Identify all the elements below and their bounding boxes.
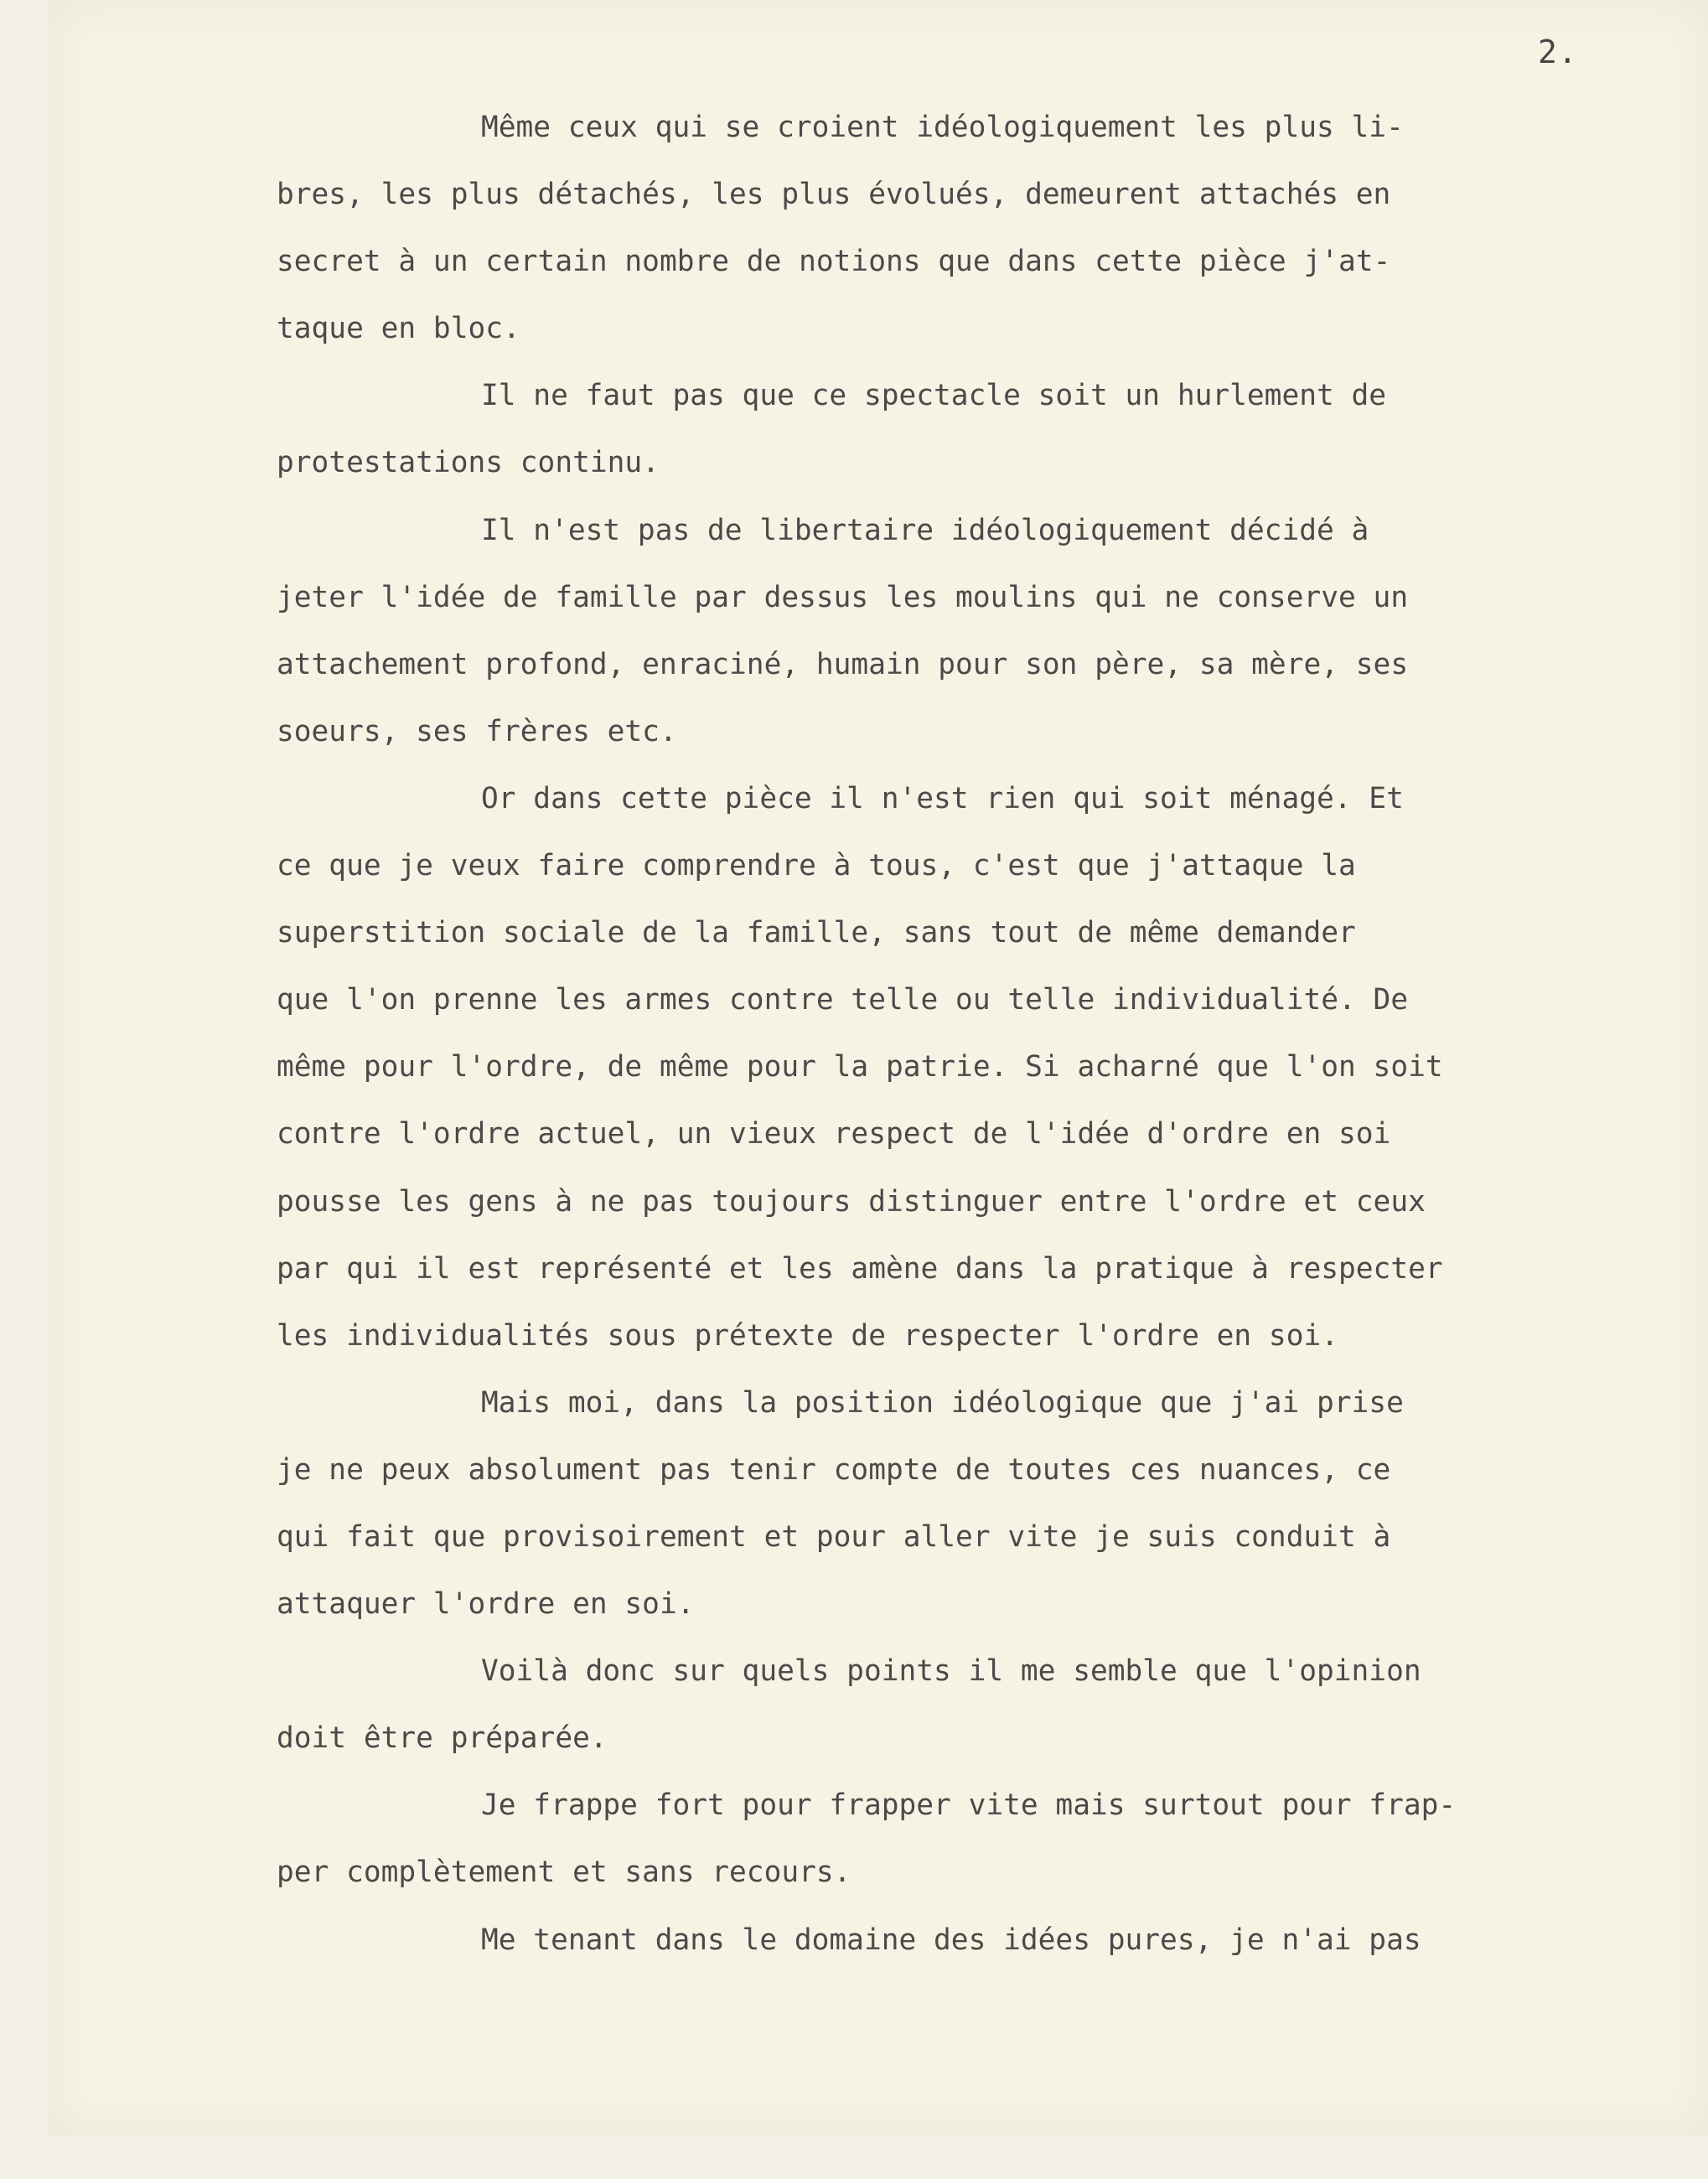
text-line: doit être préparée. — [277, 1721, 608, 1756]
text-line: taque en bloc. — [277, 312, 520, 346]
text-line: Même ceux qui se croient idéologiquement les plus li- — [481, 111, 1404, 144]
text-line: Je frappe fort pour frapper vite mais surtout pour frap- — [481, 1788, 1457, 1823]
text-line: Mais moi, dans la position idéologique que j'ai prise — [481, 1385, 1404, 1420]
text-line: secret à un certain nombre de notions que dans cette pièce j'at- — [277, 245, 1391, 279]
text-line: contre l'ordre actuel, un vieux respect de l'idée d'ordre en soi — [277, 1117, 1391, 1152]
text-line: ce que je veux faire comprendre à tous, c'est que j'attaque la — [277, 849, 1356, 883]
text-line: Or dans cette pièce il n'est rien qui soit ménagé. Et — [481, 781, 1404, 815]
text-line: que l'on prenne les armes contre telle ou telle individualité. De — [277, 983, 1409, 1017]
text-line: protestations continu. — [277, 446, 660, 480]
text-line: attachement profond, enraciné, humain pour son père, sa mère, ses — [277, 647, 1409, 681]
text-line: qui fait que provisoirement et pour aller vite je suis conduit à — [277, 1519, 1391, 1554]
typed-body-text — [277, 94, 1659, 1974]
text-line: jeter l'idée de famille par dessus les moulins qui ne conserve un — [277, 580, 1409, 614]
text-line: soeurs, ses frères etc. — [277, 714, 677, 748]
text-line: même pour l'ordre, de même pour la patrie. Si acharné que l'on soit — [277, 1050, 1443, 1084]
text-line: Il n'est pas de libertaire idéologiquement décidé à — [481, 513, 1369, 547]
text-line: par qui il est représenté et les amène dans la pratique à respecter — [277, 1251, 1443, 1286]
text-line: bres, les plus détachés, les plus évolués, demeurent attachés en — [277, 178, 1391, 212]
text-line: Me tenant dans le domaine des idées pures, je n'ai pas — [481, 1923, 1421, 1957]
text-line: Voilà donc sur quels points il me semble que l'opinion — [481, 1654, 1421, 1689]
text-line: les individualités sous prétexte de respecter l'ordre en soi. — [277, 1318, 1339, 1353]
text-line: per complètement et sans recours. — [277, 1856, 851, 1890]
page-number: 2. — [1538, 34, 1578, 70]
text-line: pousse les gens à ne pas toujours distinguer entre l'ordre et ceux — [277, 1184, 1426, 1219]
text-line: attaquer l'ordre en soi. — [277, 1587, 695, 1622]
text-line: Il ne faut pas que ce spectacle soit un hurlement de — [481, 379, 1387, 413]
text-line: je ne peux absolument pas tenir compte de toutes ces nuances, ce — [277, 1452, 1391, 1487]
text-line: superstition sociale de la famille, sans tout de même demander — [277, 916, 1356, 950]
